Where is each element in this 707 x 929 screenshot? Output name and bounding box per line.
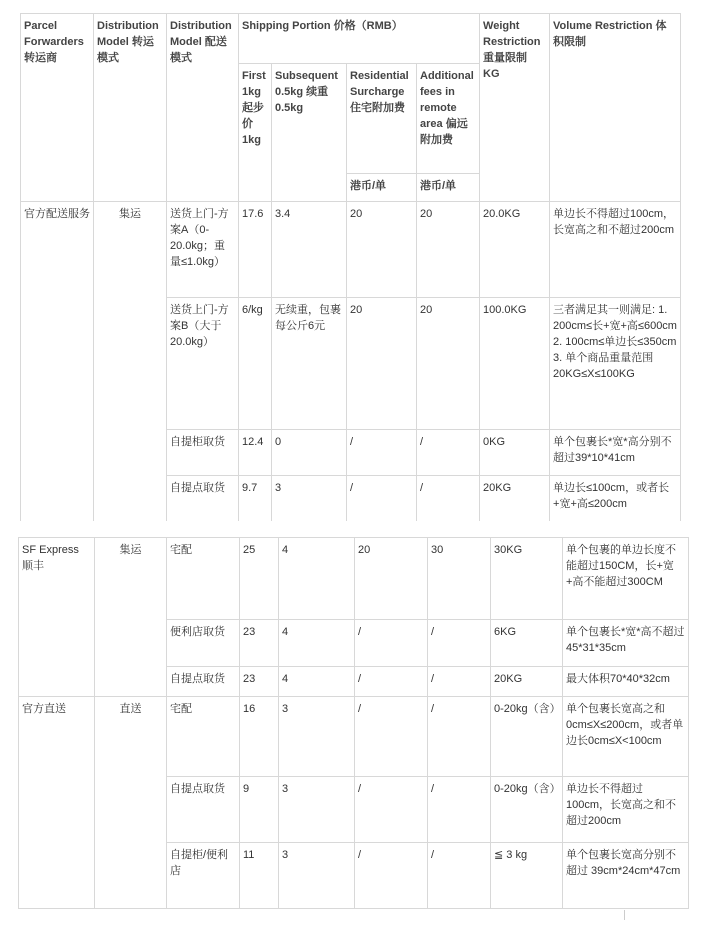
remote-cell: / xyxy=(428,697,491,777)
header-forwarders: Parcel Forwarders 转运商 xyxy=(21,14,94,202)
first-cell: 9.7 xyxy=(239,476,272,522)
weight-cell: 0-20kg（含） xyxy=(491,697,563,777)
mode-cell: 自提柜取货 xyxy=(167,430,239,476)
volume-cell: 单边长不得超过100cm，长宽高之和不超过200cm xyxy=(563,777,689,843)
mode-cell: 送货上门-方案A（0-20.0kg；重量≤1.0kg） xyxy=(167,202,239,298)
volume-cell: 单边长≤100cm，或者长+宽+高≤200cm xyxy=(550,476,681,522)
header-weight: Weight Restriction 重量限制 KG xyxy=(480,14,550,202)
remote-cell: / xyxy=(417,476,480,522)
volume-cell: 单边长不得超过100cm，长宽高之和不超过200cm xyxy=(550,202,681,298)
volume-cell: 单个包裹长宽高之和0cm≤X≤200cm，或者单边长0cm≤X<100cm xyxy=(563,697,689,777)
rates-table-official xyxy=(20,13,681,522)
first-cell: 23 xyxy=(240,620,279,667)
sub-cell: 3.4 xyxy=(272,202,347,298)
weight-cell: 20KG xyxy=(491,667,563,697)
res-cell: 20 xyxy=(347,298,417,430)
forwarder-cell: SF Express 顺丰 xyxy=(19,538,95,697)
weight-cell: 20.0KG xyxy=(480,202,550,298)
res-cell: / xyxy=(355,697,428,777)
volume-cell: 单个包裹长*宽*高分别不超过39*10*41cm xyxy=(550,430,681,476)
mode-cell: 自提点取货 xyxy=(167,777,240,843)
first-cell: 17.6 xyxy=(239,202,272,298)
sub-cell: 4 xyxy=(279,667,355,697)
sub-cell: 3 xyxy=(279,777,355,843)
header-volume: Volume Restriction 体积限制 xyxy=(550,14,681,202)
weight-cell: ≦ 3 kg xyxy=(491,843,563,909)
first-cell: 16 xyxy=(240,697,279,777)
first-cell: 6/kg xyxy=(239,298,272,430)
volume-cell: 单个包裹长*宽*高不超过45*31*35cm xyxy=(563,620,689,667)
mode-cell: 自提点取货 xyxy=(167,667,240,697)
mode-cell: 便利店取货 xyxy=(167,620,240,667)
sub-cell: 3 xyxy=(279,697,355,777)
volume-cell: 最大体积70*40*32cm xyxy=(563,667,689,697)
mode-cell: 自提柜/便利店 xyxy=(167,843,240,909)
remote-cell: / xyxy=(428,843,491,909)
weight-cell: 30KG xyxy=(491,538,563,620)
remote-cell: / xyxy=(417,430,480,476)
remote-cell: 30 xyxy=(428,538,491,620)
header-dist-model-2: Distribution Model 配送模式 xyxy=(167,14,239,202)
res-cell: 20 xyxy=(347,202,417,298)
volume-cell: 单个包裹的单边长度不能超过150CM，长+宽+高不能超过300CM xyxy=(563,538,689,620)
header-residential: Residential Surcharge 住宅附加费 xyxy=(347,64,417,174)
remote-cell: / xyxy=(428,620,491,667)
header-dist-model-1: Distribution Model 转运模式 xyxy=(94,14,167,202)
res-cell: / xyxy=(355,667,428,697)
model-cell: 集运 xyxy=(94,202,167,522)
edge-mark xyxy=(624,910,625,920)
res-cell: / xyxy=(355,843,428,909)
header-remote: Additional fees in remote area 偏远附加费 xyxy=(417,64,480,174)
remote-cell: 20 xyxy=(417,298,480,430)
first-cell: 25 xyxy=(240,538,279,620)
res-cell: / xyxy=(355,620,428,667)
remote-cell: 20 xyxy=(417,202,480,298)
volume-cell: 三者满足其一则满足: 1. 200cm≤长+宽+高≤600cm 2. 100cm≤单边长≤350cm 3. 单个商品重量范围20KG≤X≤100KG xyxy=(550,298,681,430)
header-hkd-1: 港币/单 xyxy=(347,174,417,202)
res-cell: / xyxy=(355,777,428,843)
remote-cell: / xyxy=(428,777,491,843)
sub-cell: 无续重，包裹每公斤6元 xyxy=(272,298,347,430)
model-cell: 集运 xyxy=(95,538,167,697)
mode-cell: 送货上门-方案B（大于20.0kg） xyxy=(167,298,239,430)
mode-cell: 宅配 xyxy=(167,538,240,620)
res-cell: 20 xyxy=(355,538,428,620)
weight-cell: 6KG xyxy=(491,620,563,667)
weight-cell: 0KG xyxy=(480,430,550,476)
remote-cell: / xyxy=(428,667,491,697)
weight-cell: 0-20kg（含） xyxy=(491,777,563,843)
sub-cell: 0 xyxy=(272,430,347,476)
sub-cell: 4 xyxy=(279,538,355,620)
weight-cell: 100.0KG xyxy=(480,298,550,430)
sub-cell: 4 xyxy=(279,620,355,667)
sub-cell: 3 xyxy=(279,843,355,909)
header-subsequent: Subsequent 0.5kg 续重0.5kg xyxy=(272,64,347,202)
mode-cell: 自提点取货 xyxy=(167,476,239,522)
rates-table-express xyxy=(18,537,689,909)
header-shipping-portion: Shipping Portion 价格（RMB） xyxy=(239,14,480,64)
res-cell: / xyxy=(347,430,417,476)
model-cell: 直送 xyxy=(95,697,167,909)
header-first: First 1kg 起步价 1kg xyxy=(239,64,272,202)
first-cell: 9 xyxy=(240,777,279,843)
mode-cell: 宅配 xyxy=(167,697,240,777)
first-cell: 23 xyxy=(240,667,279,697)
res-cell: / xyxy=(347,476,417,522)
first-cell: 12.4 xyxy=(239,430,272,476)
image-break xyxy=(0,521,707,537)
weight-cell: 20KG xyxy=(480,476,550,522)
header-hkd-2: 港币/单 xyxy=(417,174,480,202)
forwarder-cell: 官方配送服务 xyxy=(21,202,94,522)
forwarder-cell: 官方直送 xyxy=(19,697,95,909)
volume-cell: 单个包裹长宽高分别不超过 39cm*24cm*47cm xyxy=(563,843,689,909)
first-cell: 11 xyxy=(240,843,279,909)
sub-cell: 3 xyxy=(272,476,347,522)
